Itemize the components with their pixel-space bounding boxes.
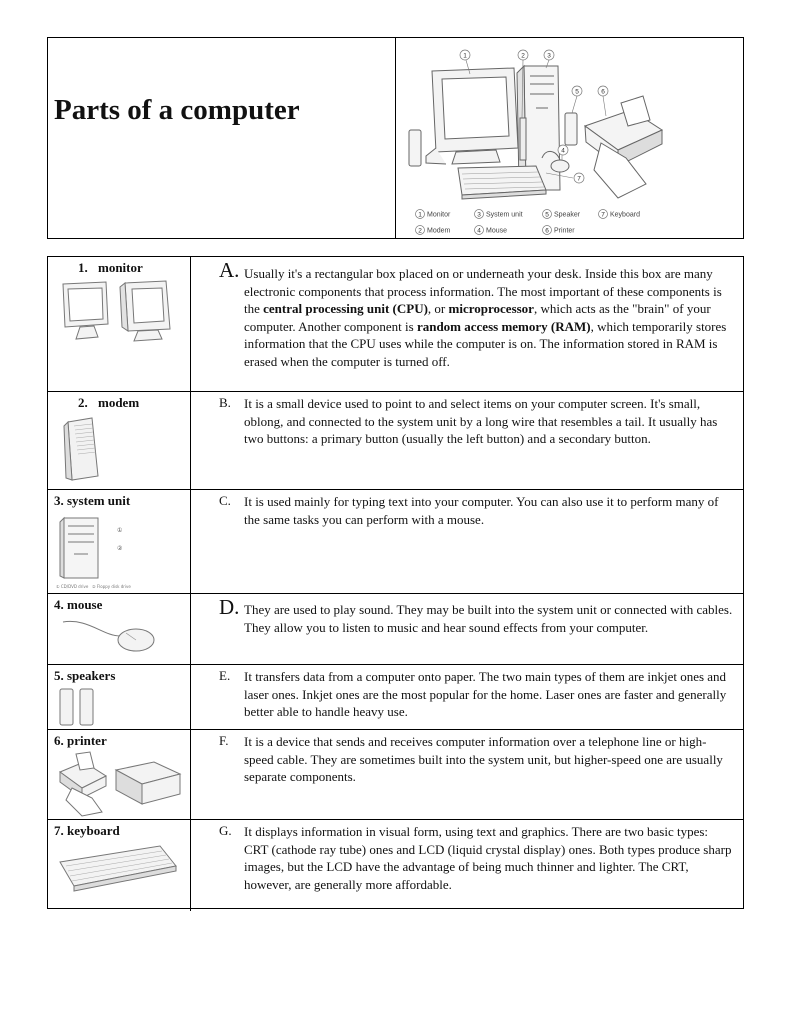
diagram-monitor (426, 68, 518, 164)
definition-cell (191, 820, 743, 911)
matching-table (47, 256, 744, 909)
term-label: 4. mouse (54, 597, 103, 612)
term-label: modem (98, 395, 140, 410)
legend-system-unit: System unit (486, 211, 523, 219)
term-cell: 1. monitor (48, 257, 191, 391)
definition-letter: E. (219, 668, 231, 683)
callout-3: 3 (547, 52, 551, 60)
printer-image (54, 750, 186, 818)
definition-cell (191, 490, 743, 594)
definition-cell (191, 665, 743, 730)
monitor-image (58, 279, 186, 349)
table-row-printer (48, 729, 743, 820)
callout-7: 7 (577, 175, 581, 183)
term-cell (48, 490, 191, 594)
definition-text: They are used to play sound. They may be built into the system unit or connected with cables. They allow you to listen to music and hear sound effects from your computer. (244, 602, 733, 635)
term-cell: 2. modem (48, 392, 191, 490)
diagram-modem (520, 118, 526, 160)
diagram-keyboard (458, 166, 546, 199)
definition-text: It is a small device used to point to and select items on your computer screen. It's small, oblong, and connected to the system unit by a long wire that resembles a tail. It usually has two buttons: a primary button (usually the left button) and a secondary button. (244, 396, 718, 447)
svg-text:7: 7 (601, 211, 605, 219)
definition-letter: G. (219, 823, 232, 838)
definition-cell (191, 594, 743, 665)
keyboard-image (56, 844, 182, 894)
svg-text:2: 2 (418, 227, 422, 235)
callout-5: 5 (575, 88, 579, 96)
term-cell (48, 665, 191, 730)
definition-letter: C. (219, 493, 231, 508)
definition-cell (191, 257, 743, 391)
legend-printer: Printer (554, 227, 575, 235)
title-cell (48, 38, 396, 238)
page-title: Parts of a computer (54, 94, 300, 126)
definition-text: Usually it's a rectangular box placed on or underneath your desk. Inside this box are many electronic components that process information. The most important of these components is the central processing unit (CPU), or microprocessor, which acts as the "brain" of your computer. Another component is random access memory (RAM), which temporarily stores information that the CPU uses while the computer is on. The information stored in RAM is erased when the computer is turned off. (244, 266, 727, 369)
callout-1: 1 (463, 52, 467, 60)
term-cell (48, 820, 191, 911)
table-row-mouse (48, 593, 743, 665)
mouse-image (58, 614, 158, 662)
computer-diagram-cell (396, 38, 743, 238)
definition-letter: A. (219, 258, 240, 282)
svg-text:4: 4 (477, 227, 481, 235)
diagram-legend (416, 210, 641, 235)
svg-text:3: 3 (477, 211, 481, 219)
legend-keyboard: Keyboard (610, 211, 640, 219)
svg-text:1: 1 (418, 211, 422, 219)
term-label: 7. keyboard (54, 823, 120, 838)
table-row-monitor (48, 257, 743, 391)
definition-text: It is a device that sends and receives computer information over a telephone line or high-speed cable. They are sometimes built into the system unit, but higher-speed one are usually separate components. (244, 734, 723, 785)
definition-letter: F. (219, 733, 229, 748)
legend-monitor: Monitor (427, 211, 451, 219)
term-cell (48, 730, 191, 820)
svg-text:② Floppy disk drive: ② Floppy disk drive (92, 584, 131, 589)
modem-image (58, 414, 118, 486)
speakers-image (56, 687, 126, 729)
definition-letter: B. (219, 395, 231, 410)
definition-text: It displays information in visual form, using text and graphics. There are two basic types: CRT (cathode ray tube) ones and LCD (liquid crystal display) ones. Both types produce sharp images, but the LCD have the advantage of being much thinner and lighter. The CRT, however, are generally more affordable. (244, 824, 732, 892)
header-table (47, 37, 744, 239)
system-unit-image (56, 514, 146, 590)
computer-diagram (396, 38, 743, 238)
term-label: 3. system unit (54, 493, 131, 508)
callout-4: 4 (561, 147, 565, 155)
table-row-speakers (48, 664, 743, 730)
svg-text:②: ② (117, 545, 123, 552)
legend-modem: Modem (427, 227, 451, 235)
term-label: monitor (98, 260, 143, 275)
svg-text:6: 6 (545, 227, 549, 235)
svg-text:① CD/DVD drive: ① CD/DVD drive (56, 584, 89, 589)
term-label: 5. speakers (54, 668, 116, 683)
definition-text: It is used mainly for typing text into your computer. You can also use it to perform many of the same tasks you can perform with a mouse. (244, 494, 719, 527)
definition-cell (191, 392, 743, 490)
legend-speaker: Speaker (554, 211, 581, 219)
callout-6: 6 (601, 88, 605, 96)
legend-mouse: Mouse (486, 227, 508, 235)
definition-text: It transfers data from a computer onto paper. The two main types of them are inkjet ones and laser ones. Inkjet ones are the most popular for the home. Laser ones are faster and generally better able to handle heavy use. (244, 669, 727, 720)
definition-letter: D. (219, 595, 240, 619)
callout-2: 2 (521, 52, 525, 60)
definition-cell (191, 730, 743, 820)
svg-text:5: 5 (545, 211, 549, 219)
term-label: 6. printer (54, 733, 107, 748)
table-row-system-unit (48, 489, 743, 594)
diagram-printer (585, 96, 662, 198)
svg-text:①: ① (117, 527, 123, 534)
table-row-modem (48, 391, 743, 490)
table-row-keyboard (48, 819, 743, 911)
term-cell (48, 594, 191, 665)
